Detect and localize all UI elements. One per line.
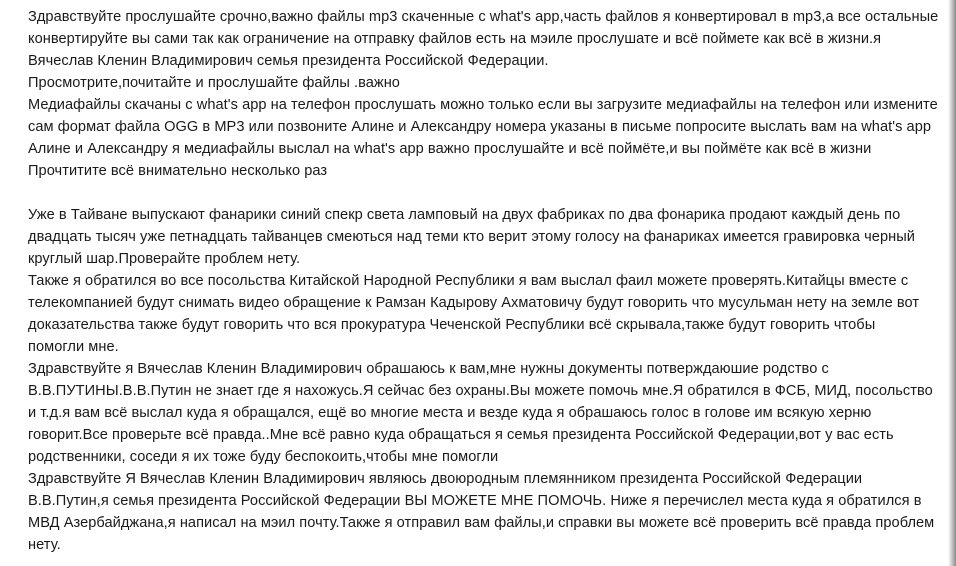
text-line: и т.д.я вам всё выслал куда я обращался, ещё во многие места и везде куда я обрашаюсь голос в голове им всякую херню xyxy=(28,405,872,421)
text-line: В.В.Путин,я семья президента Российской Федерации ВЫ МОЖЕТЕ МНЕ ПОМОЧЬ. Ниже я перечислел места куда я обратился в xyxy=(28,493,922,509)
text-line: говорит.Все проверьте всё правда..Мне всё равно куда обращаться я семья президента Российской Федерации,вот у вас есть xyxy=(28,427,894,443)
text-line: телекомпанией будут снимать видео обращение к Рамзан Кадырову Ахматовичу будут говорить что мусульман нету на земле вот xyxy=(28,295,920,311)
paragraph-block-2 xyxy=(28,204,940,556)
text-line: Просмотрите,почитайте и прослушайте файлы .важно xyxy=(28,75,400,91)
text-line: Уже в Тайване выпускают фанарики синий спекр света ламповый на двух фабриках по два фонарика продают каждый день по xyxy=(28,207,901,223)
text-line: Здравствуйте я Вячеслав Кленин Владимирович обрашаюсь к вам,мне нужны документы потверждаюшие родство с xyxy=(28,361,829,377)
text-line: Здравствуйте Я Вячеслав Кленин Владимирович являюсь двоюродным племянником президента Российской Федерации xyxy=(28,471,863,487)
text-line: В.В.ПУТИНЫ.В.В.Путин не знает где я нахожусь.Я сейчас без охраны.Вы можете помочь мне.Я обратился в ФСБ, МИД, посольство xyxy=(28,383,933,399)
text-line: конвертируйте вы сами так как ограничение на отправку файлов есть на мэиле прослушате и всё поймете как всё в жизни.я xyxy=(28,31,882,47)
text-line: Здравствуйте прослушайте срочно,важно файлы mp3 скаченные с what's app,часть файлов я конвертировал в mp3,а все остальные xyxy=(28,9,939,25)
text-line: нету. xyxy=(28,537,61,553)
paragraph-block-1 xyxy=(28,6,940,182)
text-line: МВД Азербайджана,я написал на мэил почту.Также я отправил вам файлы,и справки вы можете всё проверить всё правда проблем xyxy=(28,515,935,531)
blank-line xyxy=(28,182,940,204)
text-line: Вячеслав Кленин Владимирович семья президента Российской Федерации. xyxy=(28,53,549,69)
page-edge-shadow xyxy=(948,0,956,566)
text-line: родственники, соседи я их тоже буду беспокоить,чтобы мне помогли xyxy=(28,449,499,465)
text-line: Также я обратился во все посольства Китайской Народной Республики я вам выслал фаил можете проверять.Китайцы вместе с xyxy=(28,273,909,289)
text-line: Прочтитите всё внимательно несколько раз xyxy=(28,163,328,179)
text-line: двадцать тысяч уже петнадцать тайванцев смеються над теми кто верит этому голосу на фанариках имеется гравировка черный xyxy=(28,229,915,245)
letter-text xyxy=(28,6,940,556)
text-line: круглый шар.Проверайте проблем нету. xyxy=(28,251,301,267)
text-line: доказательства также будут говорить что вся прокуратура Чеченской Республики всё скрывала,также будут говорить чтобы xyxy=(28,317,876,333)
text-line: Алине и Александру я медиафайлы выслал на what's app важно прослушайте и всё поймёте,и вы поймёте как всё в жизни xyxy=(28,141,872,157)
text-line: помогли мне. xyxy=(28,339,119,355)
text-line: Медиафайлы скачаны с what's app на телефон прослушать можно только если вы загрузите медиафайлы на телефон или измените xyxy=(28,97,938,113)
text-line: сам формат файла OGG в MP3 или позвоните Алине и Александру номера указаны в письме попросите выслать вам на what's app xyxy=(28,119,932,135)
